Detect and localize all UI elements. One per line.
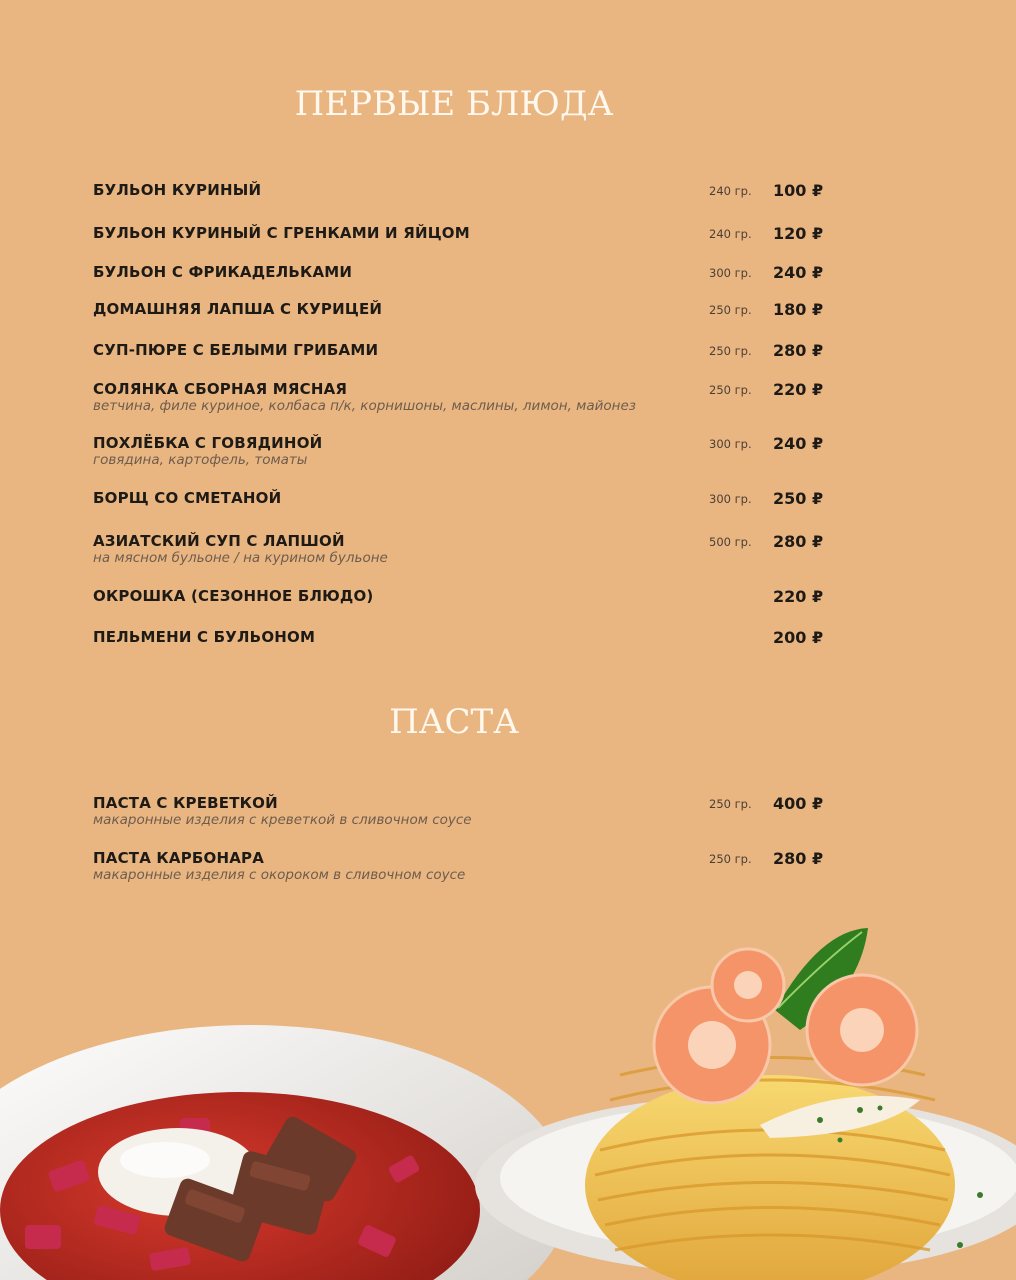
item-name: БУЛЬОН КУРИНЫЙ — [93, 181, 262, 199]
item-price: 400 ₽ — [773, 794, 824, 813]
item-price: 280 ₽ — [773, 532, 824, 551]
item-name: АЗИАТСКИЙ СУП С ЛАПШОЙ — [93, 532, 345, 550]
item-description: макаронные изделия с окороком в сливочном соусе — [93, 867, 466, 883]
menu-item — [93, 224, 833, 242]
item-weight: 250 гр. — [709, 797, 752, 811]
borscht-plate-image — [0, 1025, 570, 1280]
item-price: 240 ₽ — [773, 263, 824, 282]
item-name: ПАСТА С КРЕВЕТКОЙ — [93, 794, 278, 812]
item-price: 250 ₽ — [773, 489, 824, 508]
item-name: ПАСТА КАРБОНАРА — [93, 849, 265, 867]
shrimp-pasta-image — [475, 928, 1016, 1280]
menu-item — [93, 532, 833, 566]
menu-item — [93, 181, 833, 199]
item-price: 280 ₽ — [773, 849, 824, 868]
menu-item — [93, 300, 833, 318]
item-weight: 250 гр. — [709, 383, 752, 397]
item-name: ОКРОШКА (СЕЗОННОЕ БЛЮДО) — [93, 587, 374, 605]
item-weight: 250 гр. — [709, 344, 752, 358]
menu-item — [93, 489, 833, 507]
item-weight: 240 гр. — [709, 227, 752, 241]
item-weight: 300 гр. — [709, 266, 752, 280]
menu-item — [93, 263, 833, 281]
item-price: 200 ₽ — [773, 628, 824, 647]
menu-item — [93, 794, 833, 828]
menu-item — [93, 849, 833, 883]
menu-item — [93, 380, 833, 414]
item-name: СОЛЯНКА СБОРНАЯ МЯСНАЯ — [93, 380, 348, 398]
item-name: БУЛЬОН С ФРИКАДЕЛЬКАМИ — [93, 263, 353, 281]
food-illustration — [0, 900, 1016, 1280]
section-title-pasta: ПАСТА — [389, 702, 519, 742]
item-name: ПЕЛЬМЕНИ С БУЛЬОНОМ — [93, 628, 316, 646]
item-name: БУЛЬОН КУРИНЫЙ С ГРЕНКАМИ И ЯЙЦОМ — [93, 224, 470, 242]
item-price: 120 ₽ — [773, 224, 824, 243]
menu-item — [93, 434, 833, 468]
item-price: 220 ₽ — [773, 380, 824, 399]
item-weight: 250 гр. — [709, 303, 752, 317]
item-price: 100 ₽ — [773, 181, 824, 200]
item-description: говядина, картофель, томаты — [93, 452, 308, 468]
item-price: 220 ₽ — [773, 587, 824, 606]
item-weight: 250 гр. — [709, 852, 752, 866]
menu-item — [93, 587, 833, 605]
item-price: 280 ₽ — [773, 341, 824, 360]
item-weight: 300 гр. — [709, 437, 752, 451]
item-description: на мясном бульоне / на курином бульоне — [93, 550, 388, 566]
item-price: 240 ₽ — [773, 434, 824, 453]
item-name: ДОМАШНЯЯ ЛАПША С КУРИЦЕЙ — [93, 300, 383, 318]
menu-item — [93, 341, 833, 359]
item-description: макаронные изделия с креветкой в сливочном соусе — [93, 812, 472, 828]
item-name: БОРЩ СО СМЕТАНОЙ — [93, 489, 282, 507]
item-weight: 240 гр. — [709, 184, 752, 198]
item-price: 180 ₽ — [773, 300, 824, 319]
menu-item — [93, 628, 833, 646]
item-weight: 300 гр. — [709, 492, 752, 506]
item-name: ПОХЛЁБКА С ГОВЯДИНОЙ — [93, 434, 323, 452]
item-description: ветчина, филе куриное, колбаса п/к, корнишоны, маслины, лимон, майонез — [93, 398, 636, 414]
item-name: СУП-ПЮРЕ С БЕЛЫМИ ГРИБАМИ — [93, 341, 379, 359]
item-weight: 500 гр. — [709, 535, 752, 549]
section-title-first-courses: ПЕРВЫЕ БЛЮДА — [294, 84, 614, 124]
